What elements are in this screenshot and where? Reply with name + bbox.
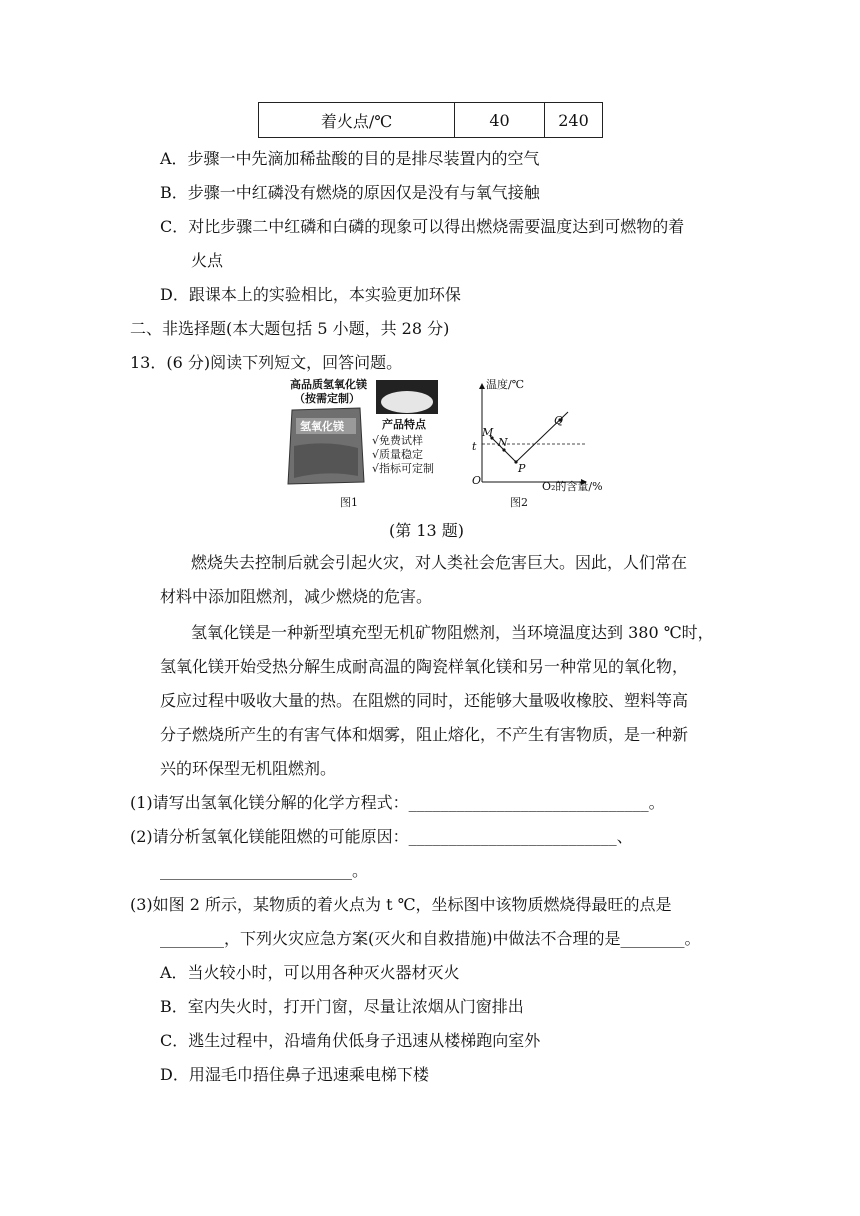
- feature-2: √质量稳定: [372, 448, 424, 461]
- q12-option-c-cont: 火点: [191, 251, 224, 270]
- q13-option-a: A．当火较小时，可以用各种灭火器材灭火: [160, 963, 460, 982]
- q13-part2-line1: (2)请分析氢氧化镁能阻燃的可能原因：__________________________、: [130, 827, 633, 846]
- q13-stem: 13．(6 分)阅读下列短文，回答问题。: [130, 353, 403, 372]
- para2-line3: 反应过程中吸收大量的热。在阻燃的同时，还能够大量吸收橡胶、塑料等高: [160, 691, 689, 710]
- para1-line1: 燃烧失去控制后就会引起火灾，对人类社会危害巨大。因此，人们常在: [191, 553, 688, 572]
- point-q: Q: [554, 414, 564, 427]
- table-cell-label: 着火点/℃: [259, 103, 455, 138]
- fig2-ylabel: 温度/℃: [486, 378, 525, 391]
- para2-line4: 分子燃烧所产生的有害气体和烟雾，阻止熔化，不产生有害物质，是一种新: [160, 725, 689, 744]
- para1-line2: 材料中添加阻燃剂，减少燃烧的危害。: [160, 587, 433, 606]
- q13-option-c: C．逃生过程中，沿墙角伏低身子迅速从楼梯跑向室外: [160, 1031, 541, 1050]
- point-m: M: [482, 426, 494, 439]
- q12-option-d: D．跟课本上的实验相比，本实验更加环保: [160, 285, 461, 304]
- fig1-subtitle: （按需定制）: [294, 392, 360, 405]
- fig2-caption: 图2: [510, 496, 528, 509]
- para2-line2: 氢氧化镁开始受热分解生成耐高温的陶瓷样氧化镁和另一种常见的氧化物，: [160, 657, 689, 676]
- q12-option-c: C．对比步骤二中红磷和白磷的现象可以得出燃烧需要温度达到可燃物的着: [160, 217, 685, 236]
- section-heading: 二、非选择题(本大题包括 5 小题，共 28 分): [130, 319, 450, 338]
- point-p: P: [518, 462, 526, 475]
- q12-option-a: A．步骤一中先滴加稀盐酸的目的是排尽装置内的空气: [160, 149, 540, 168]
- q13-part1: (1)请写出氢氧化镁分解的化学方程式：______________________________。: [130, 793, 665, 812]
- fig2-t-label: t: [472, 440, 477, 453]
- q13-part3-line1: (3)如图 2 所示，某物质的着火点为 t ℃，坐标图中该物质燃烧得最旺的点是: [130, 895, 672, 914]
- fig1-title: 高品质氢氧化镁: [290, 378, 367, 391]
- table-cell-white-phosphorus: 40: [455, 103, 545, 138]
- q13-part2-line2: ________________________。: [160, 861, 369, 880]
- feature-1: √免费试样: [372, 434, 424, 447]
- fig1-caption: 图1: [340, 496, 358, 509]
- q13-option-d: D．用湿毛巾捂住鼻子迅速乘电梯下楼: [160, 1065, 429, 1084]
- fig2-xlabel: O₂的含量/%: [542, 480, 603, 493]
- figure-caption: (第 13 题): [389, 521, 465, 540]
- table-row: [259, 103, 603, 138]
- ignition-point-table: [258, 102, 603, 138]
- features-title: 产品特点: [382, 418, 426, 431]
- powder-image: [376, 380, 438, 414]
- point-n: N: [498, 436, 508, 449]
- bag-label: 氢氧化镁: [300, 420, 344, 433]
- q13-option-b: B．室内失火时，打开门窗，尽量让浓烟从门窗排出: [160, 997, 524, 1016]
- fig2-origin: O: [472, 474, 482, 487]
- q13-figure: [272, 376, 603, 512]
- table-cell-red-phosphorus: 240: [545, 103, 603, 138]
- para2-line5: 兴的环保型无机阻燃剂。: [160, 759, 337, 778]
- para2-line1: 氢氧化镁是一种新型填充型无机矿物阻燃剂，当环境温度达到 380 ℃时，: [191, 623, 714, 642]
- q13-part3-line2: ________，下列火灾应急方案(灭火和自救措施)中做法不合理的是________。: [160, 929, 701, 948]
- q12-option-b: B．步骤一中红磷没有燃烧的原因仅是没有与氧气接触: [160, 183, 540, 202]
- feature-3: √指标可定制: [372, 462, 435, 475]
- product-bag-image: [286, 406, 366, 486]
